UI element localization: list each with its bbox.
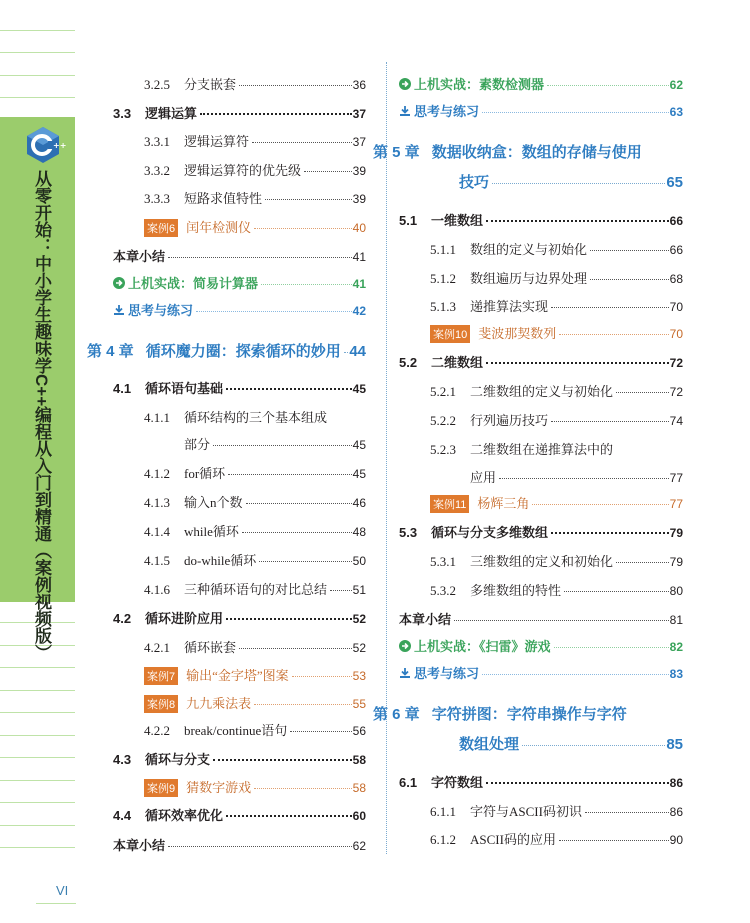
leader-dots xyxy=(492,183,665,184)
toc-entry[interactable] xyxy=(459,171,683,192)
page-ref: 39 xyxy=(352,192,366,206)
section-number: 4.1 xyxy=(113,381,132,396)
page-ref: 68 xyxy=(669,272,683,286)
margin-rule xyxy=(0,735,75,736)
leader-dots xyxy=(344,352,349,353)
toc-entry[interactable] xyxy=(113,805,366,824)
subsection-number: 5.1.1 xyxy=(430,242,456,257)
margin-rule xyxy=(0,52,75,53)
page-ref: 37 xyxy=(352,107,366,121)
toc-entry[interactable] xyxy=(399,493,683,513)
page-ref: 56 xyxy=(352,724,366,738)
section-number: 6.1 xyxy=(399,775,418,790)
leader-dots xyxy=(590,279,669,280)
subsection-number: 5.2.1 xyxy=(430,384,456,399)
subsection-title: 数组的定义与初始化 xyxy=(470,242,588,257)
leader-dots xyxy=(213,445,352,446)
arrow-circle-icon xyxy=(113,277,125,289)
exercise-title: 思考与练习 xyxy=(414,666,480,681)
page-ref: 77 xyxy=(669,497,683,511)
arrow-circle-icon xyxy=(399,640,411,652)
toc-entry[interactable] xyxy=(113,160,366,179)
toc-entry[interactable] xyxy=(399,551,683,570)
practice-title: 上机实战：素数检测器 xyxy=(414,77,545,92)
case-badge: 案例6 xyxy=(144,219,178,237)
page-ref: 51 xyxy=(352,583,366,597)
page-ref: 66 xyxy=(669,243,683,257)
summary-title: 本章小结 xyxy=(113,838,166,853)
toc-entry[interactable] xyxy=(399,101,683,120)
leader-dots xyxy=(254,788,352,789)
toc-entry[interactable] xyxy=(113,378,366,397)
section-title: 逻辑运算 xyxy=(145,106,198,121)
book-title: 从零开始：中小学生趣味学C++编程从入门到精通（案例视频版） xyxy=(32,170,51,662)
chapter-title-continued: 技巧 xyxy=(459,174,490,191)
page-ref: 63 xyxy=(669,105,683,119)
case-badge: 案例7 xyxy=(144,667,178,685)
subsection-title: 逻辑运算符 xyxy=(184,134,250,149)
practice-title: 上机实战：简易计算器 xyxy=(128,276,259,291)
toc-entry[interactable] xyxy=(399,239,683,258)
page-ref: 83 xyxy=(669,667,683,681)
margin-rule xyxy=(0,802,75,803)
toc-entry[interactable] xyxy=(399,772,683,791)
toc-entry[interactable] xyxy=(459,733,683,754)
page-ref: 41 xyxy=(352,277,366,291)
margin-rule xyxy=(0,75,75,76)
section-title: 字符数组 xyxy=(431,775,484,790)
leader-dots xyxy=(226,388,352,390)
subsection-title: 分支嵌套 xyxy=(184,77,237,92)
page-ref: 90 xyxy=(669,833,683,847)
leader-dots xyxy=(551,532,669,534)
subsection-title: 递推算法实现 xyxy=(470,299,549,314)
page-ref: 86 xyxy=(669,805,683,819)
summary-title: 本章小结 xyxy=(399,612,452,627)
subsection-number: 5.3.1 xyxy=(430,554,456,569)
leader-dots xyxy=(547,85,669,86)
toc-entry[interactable] xyxy=(399,829,683,848)
margin-rule xyxy=(0,97,75,98)
page-ref: 44 xyxy=(349,343,366,360)
subsection-number: 4.1.6 xyxy=(144,582,170,597)
chapter-title-continued: 数组处理 xyxy=(459,736,520,753)
leader-dots xyxy=(616,392,669,393)
subsection-number: 4.1.3 xyxy=(144,495,170,510)
toc-entry[interactable] xyxy=(399,580,683,599)
leader-dots xyxy=(226,618,352,620)
subsection-title: 逻辑运算符的优先级 xyxy=(184,163,302,178)
leader-dots xyxy=(252,142,352,143)
column-divider xyxy=(386,62,387,854)
subsection-title: 短路求值特性 xyxy=(184,191,263,206)
toc-entry[interactable] xyxy=(399,663,683,682)
arrow-circle-icon xyxy=(399,78,411,90)
case-title: 猜数字游戏 xyxy=(186,780,252,795)
page-ref: 45 xyxy=(352,467,366,481)
subsection-number: 5.2.3 xyxy=(430,442,456,457)
svg-text:++: ++ xyxy=(53,141,67,150)
download-icon xyxy=(399,105,411,117)
page-ref: 60 xyxy=(352,809,366,823)
leader-dots xyxy=(226,815,352,817)
page-ref: 77 xyxy=(669,471,683,485)
subsection-title: 三维数组的定义和初始化 xyxy=(470,554,614,569)
page-ref: 39 xyxy=(352,164,366,178)
toc-entry[interactable] xyxy=(399,210,683,229)
leader-dots xyxy=(590,250,669,251)
toc-entry[interactable] xyxy=(113,720,366,739)
leader-dots xyxy=(330,590,352,591)
toc-entry[interactable] xyxy=(113,103,366,122)
leader-dots xyxy=(585,812,669,813)
case-title: 输出“金字塔”图案 xyxy=(186,668,289,683)
chapter-title: 字符拼图：字符串操作与字符 xyxy=(431,706,627,723)
toc-entry[interactable] xyxy=(113,608,366,627)
subsection-number: 5.3.2 xyxy=(430,583,456,598)
toc-entry[interactable] xyxy=(399,74,683,93)
subsection-title: for循环 xyxy=(184,466,226,481)
page-ref: 42 xyxy=(352,304,366,318)
subsection-title: ASCII码的应用 xyxy=(470,832,556,847)
subsection-title: 行列遍历技巧 xyxy=(470,413,549,428)
page-ref: 45 xyxy=(352,382,366,396)
leader-dots xyxy=(551,421,669,422)
case-title: 九九乘法表 xyxy=(186,696,252,711)
subsection-number: 4.1.1 xyxy=(144,410,170,425)
leader-dots xyxy=(486,220,669,222)
leader-dots xyxy=(486,362,669,364)
exercise-title: 思考与练习 xyxy=(128,303,194,318)
toc-entry[interactable] xyxy=(87,340,366,361)
toc-entry[interactable] xyxy=(113,300,366,319)
case-title: 斐波那契数列 xyxy=(478,326,557,341)
leader-dots xyxy=(499,478,669,479)
subsection-title: 字符与ASCII码初识 xyxy=(470,804,582,819)
toc-entry[interactable] xyxy=(373,141,683,162)
margin-rule xyxy=(0,667,75,668)
toc-entry[interactable] xyxy=(373,703,683,724)
page-ref: 72 xyxy=(669,385,683,399)
leader-dots xyxy=(261,284,352,285)
leader-dots xyxy=(196,311,352,312)
leader-dots xyxy=(292,676,352,677)
subsection-number: 4.2.2 xyxy=(144,723,170,738)
chapter-title: 数据收纳盒：数组的存储与使用 xyxy=(431,144,642,161)
section-number: 5.3 xyxy=(399,525,418,540)
subsection-number: 3.3.1 xyxy=(144,134,170,149)
leader-dots xyxy=(304,171,352,172)
toc-entry[interactable] xyxy=(399,636,683,655)
leader-dots xyxy=(486,782,669,784)
toc-entry[interactable] xyxy=(113,246,366,265)
subsection-number: 6.1.2 xyxy=(430,832,456,847)
toc-entry[interactable] xyxy=(399,381,683,400)
page-ref: 70 xyxy=(669,300,683,314)
toc-entry[interactable] xyxy=(113,693,366,713)
section-title: 循环与分支 xyxy=(145,752,211,767)
subsection-number: 4.1.2 xyxy=(144,466,170,481)
toc-entry[interactable] xyxy=(113,492,366,511)
section-title: 循环语句基础 xyxy=(145,381,224,396)
leader-dots xyxy=(265,199,352,200)
chapter-number: 第 6 章 xyxy=(373,706,420,723)
section-number: 5.1 xyxy=(399,213,418,228)
subsection-title: break/continue语句 xyxy=(184,723,288,738)
toc-entry[interactable] xyxy=(399,609,683,628)
page-ref: 65 xyxy=(666,174,683,191)
leader-dots xyxy=(532,504,668,505)
page-ref: 40 xyxy=(352,221,366,235)
toc-entry[interactable] xyxy=(113,777,366,797)
subsection-number: 4.1.4 xyxy=(144,524,170,539)
margin-rule xyxy=(0,712,75,713)
section-title: 循环进阶应用 xyxy=(145,611,224,626)
leader-dots xyxy=(482,112,669,113)
page-ref: 81 xyxy=(669,613,683,627)
leader-dots xyxy=(254,704,352,705)
toc-entry[interactable] xyxy=(399,801,683,820)
page-ref: 62 xyxy=(352,839,366,853)
page-ref: 52 xyxy=(352,641,366,655)
leader-dots xyxy=(559,334,668,335)
leader-dots xyxy=(239,85,352,86)
section-title: 循环与分支多维数组 xyxy=(431,525,549,540)
page-ref: 82 xyxy=(669,640,683,654)
footer-rule xyxy=(36,903,76,904)
margin-rule xyxy=(0,30,75,31)
page-ref: 70 xyxy=(669,327,683,341)
leader-dots xyxy=(290,731,351,732)
toc-entry[interactable] xyxy=(113,407,366,426)
page-number: VI xyxy=(56,883,69,898)
toc-entry[interactable] xyxy=(113,579,366,598)
toc-entry[interactable] xyxy=(399,522,683,541)
subsection-number: 3.3.3 xyxy=(144,191,170,206)
section-number: 4.4 xyxy=(113,808,132,823)
leader-dots xyxy=(228,474,351,475)
leader-dots xyxy=(616,562,669,563)
toc-entry[interactable] xyxy=(113,665,366,685)
subsection-number: 4.2.1 xyxy=(144,640,170,655)
subsection-number: 3.3.2 xyxy=(144,163,170,178)
margin-rule xyxy=(0,690,75,691)
case-badge: 案例11 xyxy=(430,495,469,513)
page-ref: 45 xyxy=(352,438,366,452)
subsection-title-continued: 部分 xyxy=(184,437,211,452)
subsection-title: 循环结构的三个基本组成 xyxy=(184,410,328,425)
margin-rule xyxy=(0,780,75,781)
margin-rule xyxy=(0,825,75,826)
leader-dots xyxy=(454,620,669,621)
section-number: 3.3 xyxy=(113,106,132,121)
leader-dots xyxy=(254,228,352,229)
page-ref: 66 xyxy=(669,214,683,228)
leader-dots xyxy=(168,846,352,847)
chapter-number: 第 4 章 xyxy=(87,343,134,360)
case-title: 闰年检测仪 xyxy=(186,220,252,235)
summary-title: 本章小结 xyxy=(113,249,166,264)
leader-dots xyxy=(213,759,352,761)
page-ref: 55 xyxy=(352,697,366,711)
section-number: 4.3 xyxy=(113,752,132,767)
toc-entry[interactable] xyxy=(113,188,366,207)
leader-dots xyxy=(522,745,665,746)
section-number: 5.2 xyxy=(399,355,418,370)
chapter-title: 循环魔力圈：探索循环的妙用 xyxy=(145,343,341,360)
case-badge: 案例10 xyxy=(430,325,470,343)
section-title: 一维数组 xyxy=(431,213,484,228)
section-number: 4.2 xyxy=(113,611,132,626)
toc-entry[interactable] xyxy=(113,217,366,237)
page-ref: 72 xyxy=(669,356,683,370)
subsection-title: 循环嵌套 xyxy=(184,640,237,655)
subsection-title: 二维数组在递推算法中的 xyxy=(470,442,614,457)
subsection-number: 3.2.5 xyxy=(144,77,170,92)
page-ref: 50 xyxy=(352,554,366,568)
chapter-number: 第 5 章 xyxy=(373,144,420,161)
page-ref: 52 xyxy=(352,612,366,626)
toc-entry[interactable] xyxy=(399,296,683,315)
toc-entry[interactable] xyxy=(399,439,683,458)
toc-entry[interactable] xyxy=(113,749,366,768)
toc-entry[interactable] xyxy=(399,467,683,486)
leader-dots xyxy=(551,307,669,308)
download-icon xyxy=(399,667,411,679)
toc-entry[interactable] xyxy=(399,352,683,371)
page-ref: 74 xyxy=(669,414,683,428)
toc-entry[interactable] xyxy=(113,550,366,569)
toc-entry[interactable] xyxy=(113,463,366,482)
page-ref: 48 xyxy=(352,525,366,539)
subsection-number: 5.1.2 xyxy=(430,271,456,286)
leader-dots xyxy=(168,257,352,258)
page-ref: 62 xyxy=(669,78,683,92)
cpp-logo-icon xyxy=(24,126,67,164)
page-ref: 58 xyxy=(352,753,366,767)
toc-entry[interactable] xyxy=(399,268,683,287)
subsection-number: 5.2.2 xyxy=(430,413,456,428)
page-ref: 41 xyxy=(352,250,366,264)
section-title: 二维数组 xyxy=(431,355,484,370)
leader-dots xyxy=(259,561,351,562)
page-ref: 58 xyxy=(352,781,366,795)
case-badge: 案例9 xyxy=(144,779,178,797)
page-ref: 86 xyxy=(669,776,683,790)
toc-entry[interactable] xyxy=(113,74,366,93)
leader-dots xyxy=(242,532,352,533)
leader-dots xyxy=(200,113,352,115)
section-title: 循环效率优化 xyxy=(145,808,224,823)
subsection-title: 三种循环语句的对比总结 xyxy=(184,582,328,597)
subsection-title: do-while循环 xyxy=(184,553,257,568)
case-badge: 案例8 xyxy=(144,695,178,713)
subsection-title: 多维数组的特性 xyxy=(470,583,562,598)
leader-dots xyxy=(482,674,669,675)
toc-entry[interactable] xyxy=(113,835,366,854)
toc-entry[interactable] xyxy=(113,521,366,540)
toc-entry[interactable] xyxy=(113,434,366,453)
margin-rule xyxy=(0,847,75,848)
page-ref: 46 xyxy=(352,496,366,510)
subsection-number: 5.1.3 xyxy=(430,299,456,314)
toc-entry[interactable] xyxy=(399,410,683,429)
page-ref: 79 xyxy=(669,526,683,540)
exercise-title: 思考与练习 xyxy=(414,104,480,119)
leader-dots xyxy=(559,840,669,841)
page-ref: 79 xyxy=(669,555,683,569)
page-ref: 85 xyxy=(666,736,683,753)
case-title: 杨辉三角 xyxy=(477,496,530,511)
page-ref: 53 xyxy=(352,669,366,683)
leader-dots xyxy=(239,648,352,649)
page-ref: 36 xyxy=(352,78,366,92)
toc-entry[interactable] xyxy=(113,637,366,656)
subsection-title: while循环 xyxy=(184,524,239,539)
leader-dots xyxy=(554,647,669,648)
subsection-title-continued: 应用 xyxy=(470,470,497,485)
toc-entry[interactable] xyxy=(113,273,366,292)
subsection-number: 4.1.5 xyxy=(144,553,170,568)
subsection-number: 6.1.1 xyxy=(430,804,456,819)
practice-title: 上机实战：《扫雷》游戏 xyxy=(414,639,551,654)
download-icon xyxy=(113,304,125,316)
leader-dots xyxy=(246,503,352,504)
toc-entry[interactable] xyxy=(113,131,366,150)
page-ref: 80 xyxy=(669,584,683,598)
margin-rule xyxy=(0,757,75,758)
leader-dots xyxy=(564,591,669,592)
subsection-title: 输入n个数 xyxy=(184,495,243,510)
subsection-title: 二维数组的定义与初始化 xyxy=(470,384,614,399)
toc-entry[interactable] xyxy=(399,323,683,343)
page-ref: 37 xyxy=(352,135,366,149)
subsection-title: 数组遍历与边界处理 xyxy=(470,271,588,286)
